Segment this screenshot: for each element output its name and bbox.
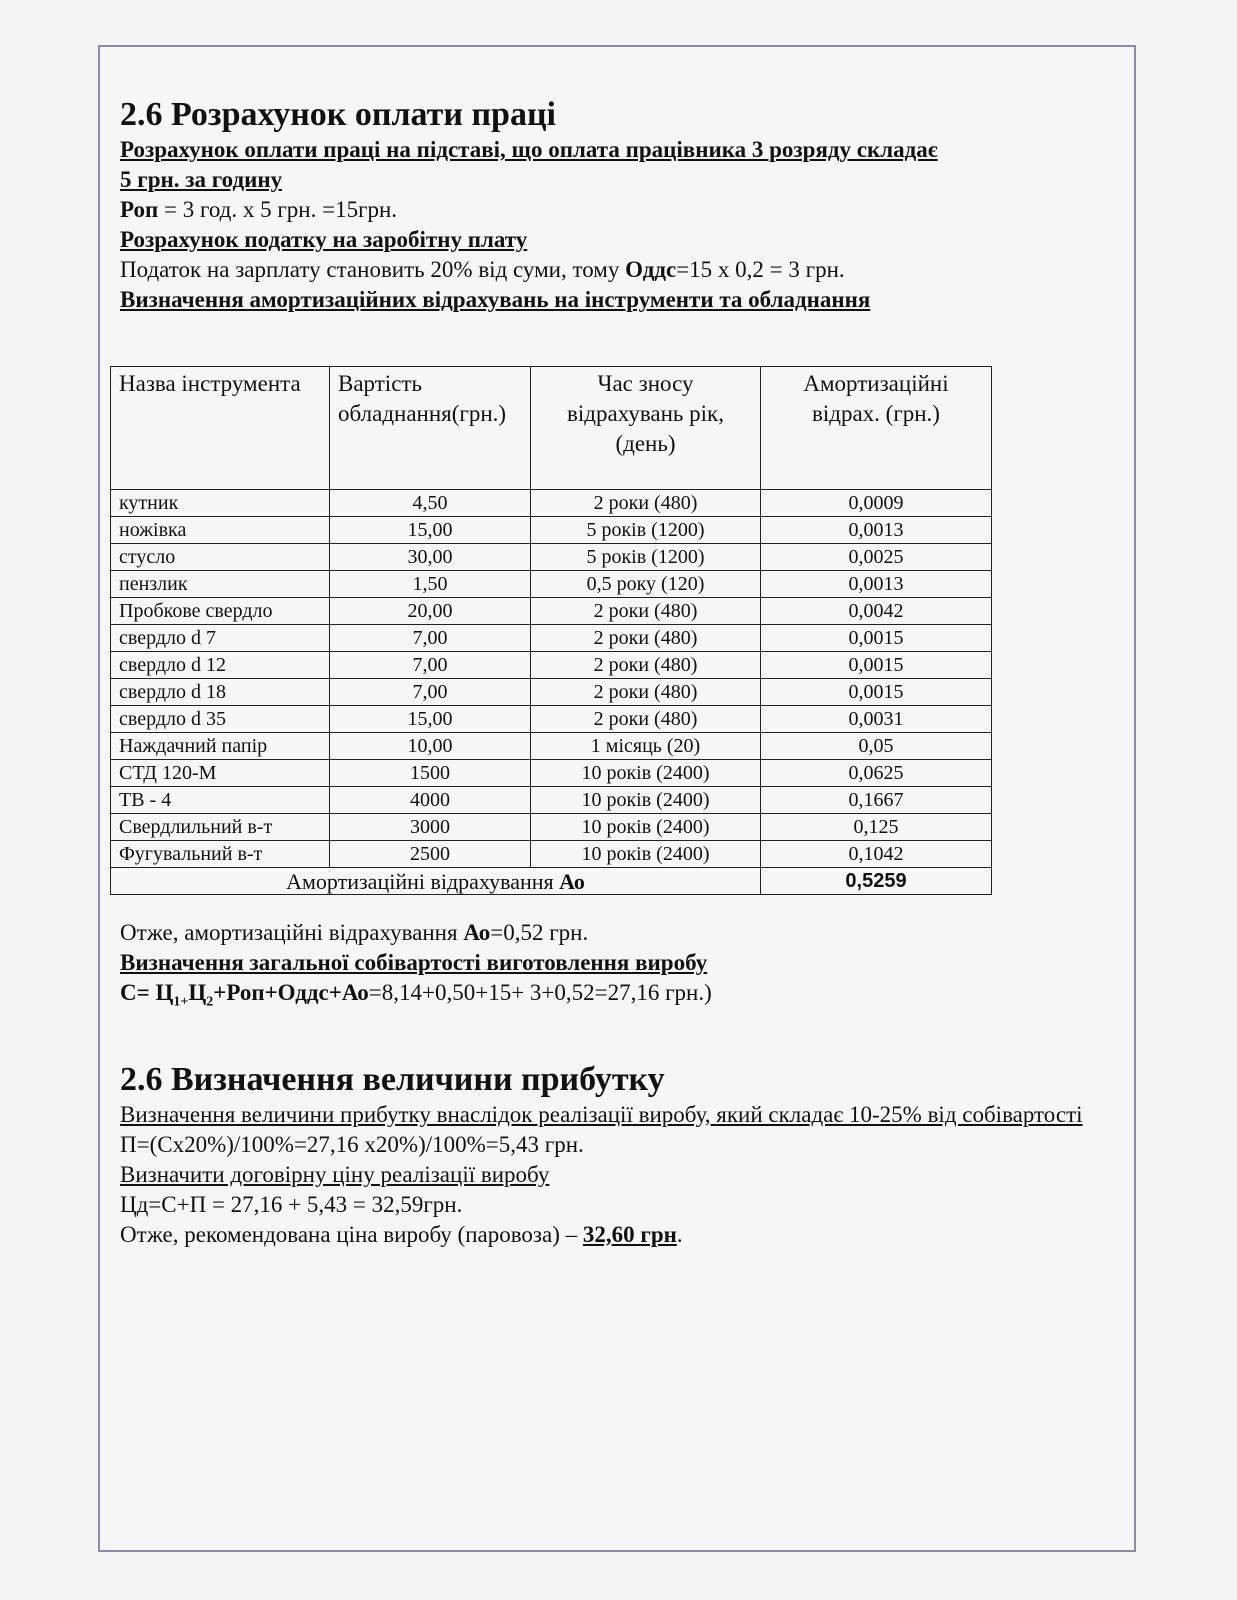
cell-wear-time: 1 місяць (20)	[531, 733, 761, 760]
cell-wear-time: 5 років (1200)	[531, 544, 761, 571]
cell-cost: 3000	[330, 814, 531, 841]
table-row	[111, 760, 992, 787]
amort-text: Отже, амортизаційні відрахування	[120, 920, 464, 945]
cell-tool-name: Свердлильний в-т	[111, 814, 330, 841]
cell-tool-name: кутник	[111, 490, 330, 517]
table-row	[111, 490, 992, 517]
document-page	[98, 45, 1136, 1552]
rop-label: Роп	[120, 197, 159, 222]
cell-cost: 30,00	[330, 544, 531, 571]
tax-label: Оддс	[625, 257, 677, 282]
cell-tool-name: свердло d 35	[111, 706, 330, 733]
cell-amortization: 0,0013	[761, 571, 992, 598]
cell-cost: 1500	[330, 760, 531, 787]
amortization-table	[110, 366, 992, 895]
total-cost-formula	[120, 978, 1120, 1018]
cell-amortization: 0,0015	[761, 679, 992, 706]
table-row	[111, 787, 992, 814]
amortization-result	[120, 918, 1120, 948]
cell-wear-time: 2 роки (480)	[531, 652, 761, 679]
cell-wear-time: 10 років (2400)	[531, 787, 761, 814]
table-row	[111, 841, 992, 868]
cell-cost: 10,00	[330, 733, 531, 760]
cell-tool-name: свердло d 7	[111, 625, 330, 652]
cell-amortization: 0,1042	[761, 841, 992, 868]
cell-tool-name: стусло	[111, 544, 330, 571]
table-row	[111, 544, 992, 571]
subheading-wage-basis: Розрахунок оплати праці на підставі, що оплата працівника 3 розряду складає	[120, 137, 938, 162]
cell-cost: 7,00	[330, 679, 531, 706]
final-dot: .	[676, 1221, 683, 1247]
cell-amortization: 0,0015	[761, 652, 992, 679]
cell-cost: 7,00	[330, 625, 531, 652]
cell-wear-time: 2 роки (480)	[531, 625, 761, 652]
cell-amortization: 0,0042	[761, 598, 992, 625]
header-tool-name: Назва інструмента	[111, 367, 330, 490]
cell-wear-time: 2 роки (480)	[531, 598, 761, 625]
cell-cost: 7,00	[330, 652, 531, 679]
cell-tool-name: Наждачний папір	[111, 733, 330, 760]
cell-wear-time: 2 роки (480)	[531, 706, 761, 733]
cell-tool-name: пензлик	[111, 571, 330, 598]
cell-wear-time: 10 років (2400)	[531, 841, 761, 868]
cell-cost: 15,00	[330, 706, 531, 733]
subheading-tax: Розрахунок податку на заробітну плату	[120, 227, 528, 252]
table-row	[111, 679, 992, 706]
cell-amortization: 0,0013	[761, 517, 992, 544]
cell-tool-name: СТД 120-М	[111, 760, 330, 787]
cell-wear-time: 5 років (1200)	[531, 517, 761, 544]
cell-wear-time: 10 років (2400)	[531, 814, 761, 841]
cell-amortization: 0,0031	[761, 706, 992, 733]
table-row	[111, 517, 992, 544]
section-heading-wages: 2.6 Розрахунок оплати праці	[120, 96, 556, 133]
table-header-row	[111, 367, 992, 490]
cell-cost: 20,00	[330, 598, 531, 625]
cell-wear-time: 2 роки (480)	[531, 490, 761, 517]
profit-calculation: П=(Сх20%)/100%=27,16 х20%)/100%=5,43 грн.	[120, 1131, 584, 1157]
cell-tool-name: Пробкове свердло	[111, 598, 330, 625]
table-row	[111, 625, 992, 652]
formula-sub1: 1+	[173, 994, 189, 1010]
subheading-total-cost: Визначення загальної собівартості виготовлення виробу	[120, 950, 708, 975]
table-row	[111, 598, 992, 625]
cell-tool-name: Фугувальний в-т	[111, 841, 330, 868]
formula-c: +Роп+Оддс+Ао	[213, 980, 369, 1005]
table-row	[111, 733, 992, 760]
after-table-block	[120, 918, 1120, 1250]
formula-rest: =8,14+0,50+15+ 3+0,52=27,16 грн.)	[368, 980, 712, 1005]
cell-amortization: 0,0625	[761, 760, 992, 787]
page-content	[119, 95, 1120, 1247]
cell-wear-time: 0,5 року (120)	[531, 571, 761, 598]
cell-amortization: 0,1667	[761, 787, 992, 814]
table-row	[111, 706, 992, 733]
table-body	[111, 490, 992, 868]
subheading-amortization: Визначення амортизаційних відрахувань на інструменти та обладнання	[120, 287, 871, 312]
cell-amortization: 0,0025	[761, 544, 992, 571]
cell-wear-time: 2 роки (480)	[531, 679, 761, 706]
rop-text: = 3 год. х 5 грн. =15грн.	[158, 197, 398, 222]
header-cost: Вартість обладнання(грн.)	[330, 367, 531, 490]
subheading-profit: Визначення величини прибутку внаслідок реалізації виробу, який складає 10-25% від собівартості	[120, 1101, 1083, 1127]
final-price: 32,60 грн	[582, 1221, 677, 1247]
subheading-wage-basis-cont: 5 грн. за годину	[120, 167, 283, 192]
cell-cost: 4,50	[330, 490, 531, 517]
amort-bold: Ао	[463, 920, 491, 945]
cell-cost: 4000	[330, 787, 531, 814]
header-amortization: Амортизаційні відрах. (грн.)	[761, 367, 992, 490]
formula-sub2: 2	[206, 994, 214, 1010]
price-calculation: Цд=С+П = 27,16 + 5,43 = 32,59грн.	[120, 1191, 463, 1217]
total-label-bold: Ао	[559, 868, 585, 894]
header-wear-time: Час зносу відрахувань рік, (день)	[531, 367, 761, 490]
total-label-text: Амортизаційні відрахування	[286, 868, 560, 894]
cell-cost: 2500	[330, 841, 531, 868]
cell-tool-name: ТВ - 4	[111, 787, 330, 814]
cell-amortization: 0,05	[761, 733, 992, 760]
section-heading-profit: 2.6 Визначення величини прибутку	[120, 1060, 665, 1098]
cell-amortization: 0,0015	[761, 625, 992, 652]
cell-cost: 15,00	[330, 517, 531, 544]
total-label	[111, 868, 761, 895]
table-row	[111, 571, 992, 598]
tax-calc: =15 х 0,2 = 3 грн.	[676, 257, 845, 282]
cell-tool-name: ножівка	[111, 517, 330, 544]
table-row	[111, 652, 992, 679]
formula-a: С= Ц	[120, 980, 174, 1005]
table-total-row	[111, 868, 992, 895]
cell-amortization: 0,125	[761, 814, 992, 841]
total-value: 0,5259	[761, 868, 992, 895]
cell-tool-name: свердло d 18	[111, 679, 330, 706]
final-price-line	[120, 1220, 1120, 1250]
cell-wear-time: 10 років (2400)	[531, 760, 761, 787]
amort-value: =0,52 грн.	[490, 920, 589, 945]
cell-amortization: 0,0009	[761, 490, 992, 517]
final-text: Отже, рекомендована ціна виробу (паровоза) –	[120, 1221, 583, 1247]
formula-b: Ц	[188, 980, 207, 1005]
tax-calculation	[120, 255, 1120, 285]
tax-text: Податок на зарплату становить 20% від суми, тому	[120, 257, 626, 282]
cell-cost: 1,50	[330, 571, 531, 598]
cell-tool-name: свердло d 12	[111, 652, 330, 679]
rop-calculation	[120, 195, 1120, 225]
table-row	[111, 814, 992, 841]
subheading-contract-price: Визначити договірну ціну реалізації виробу	[120, 1161, 550, 1187]
